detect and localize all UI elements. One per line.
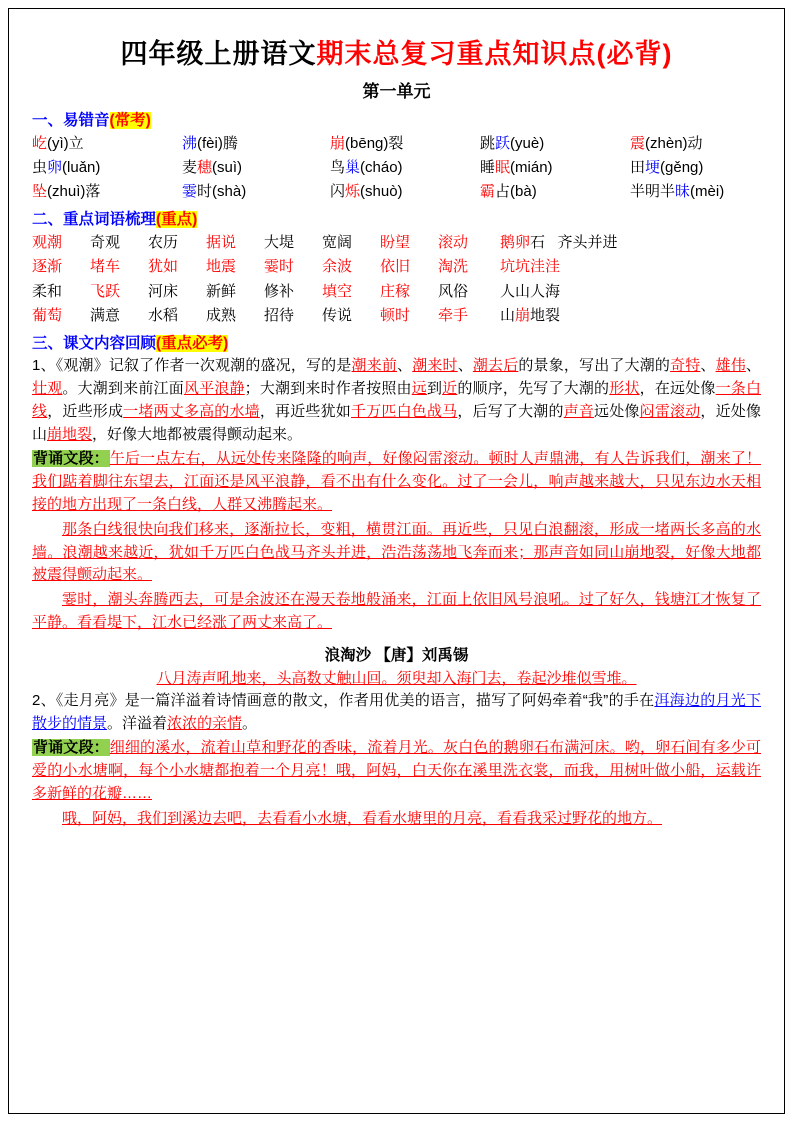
word-item: 奇观 (90, 234, 121, 251)
recite-2-p2: 哦，阿妈，我们到溪边去吧，去看看小水塘，看看水塘里的月亮，看看我采过野花的地方。 (62, 809, 663, 827)
word-item: 满意 (90, 306, 121, 324)
word-item: 逐渐 (32, 258, 63, 276)
item-2-number: 2、 (32, 691, 56, 709)
poem-line: 八月涛声吼地来，头高数丈触山回。须臾却入海门去，卷起沙堆似雪堆。 (156, 669, 637, 687)
recite-block-1 (32, 448, 761, 516)
recite-1-p3: 霎时，潮头奔腾西去，可是余波还在漫天卷地般涌来，江面上依旧风号浪吼。过了好久，钱塘江才恢复了平静。看看堤下，江水已经涨了两丈来高了。 (32, 591, 761, 631)
recite-label-2: 背诵文段： (33, 739, 109, 757)
section-heading-1 (32, 108, 761, 130)
word-item: 宽阔 (322, 234, 353, 251)
word-item: 淘洗 (438, 258, 469, 276)
pinyin-item: 麦穗(suì) (182, 159, 243, 176)
pinyin-row (32, 180, 761, 204)
section-1-label: 一、易错音 (32, 112, 110, 129)
item-1-paragraph: 1、《观潮》记叙了作者一次观潮的盛况，写的是潮来前、潮来时、潮去后的景象，写出了大潮的奇特、雄伟、壮观。大潮到来前江面风平浪静；大潮到来时作者按照由远到近的顺序，先写了大潮的形状，在远处像一条白线，近些形成一堵两丈多高的水墙，再近些犹如千万匹白色战马，后写了大潮的声音远处像闷雷滚动，近处像山崩地裂，好像大地都被震得颤动起来。 (32, 357, 761, 443)
pinyin-item: 闪烁(shuò) (330, 183, 403, 200)
word-item: 大堤 (264, 234, 295, 251)
word-item: 招待 (264, 306, 295, 324)
recite-2-p1: 细细的溪水，流着山草和野花的香味，流着月光。灰白色的鹅卵石布满河床。哟，卵石间有多少可爱的小水塘啊，每个小水塘都抱着一个月亮！哦，阿妈，白天你在溪里洗衣裳，而我，用树叶做小船，运载许多新鲜的花瓣…… (32, 739, 761, 802)
word-item: 滚动 (438, 234, 469, 251)
word-item: 犹如 (148, 258, 179, 276)
unit-subtitle: 第一单元 (362, 82, 431, 101)
section-2-label: 二、重点词语梳理 (32, 211, 157, 228)
pinyin-item: 跳跃(yuè) (480, 135, 545, 152)
word-item: 农历 (148, 234, 179, 251)
page-title-black: 四年级上册语文 (120, 39, 317, 69)
word-item: 盼望 (380, 234, 411, 251)
item-1-number: 1、 (32, 357, 56, 375)
recite-2-p2-wrap (32, 808, 761, 831)
word-item: 地震 (206, 258, 237, 276)
pinyin-item: 霎时(shà) (182, 183, 247, 200)
word-item: 成熟 (206, 306, 237, 324)
section-1-tag: (常考) (109, 112, 151, 129)
item-2-paragraph: 2、《走月亮》是一篇洋溢着诗情画意的散文，作者用优美的语言，描写了阿妈牵着“我”的手在洱海边的月光下散步的情景。洋溢着浓浓的亲情。 (32, 691, 762, 732)
pinyin-item: 虫卵(luǎn) (32, 159, 101, 176)
poem-title: 浪淘沙 【唐】刘禹锡 (324, 646, 469, 664)
recite-block-2 (32, 737, 761, 805)
pinyin-item: 沸(fèi)腾 (182, 135, 238, 152)
pinyin-item: 屹(yì)立 (32, 135, 84, 152)
section-heading-3 (32, 331, 761, 353)
pinyin-item: 霸占(bà) (480, 183, 537, 200)
word-item: 庄稼 (380, 282, 411, 300)
pinyin-item: 震(zhèn)动 (630, 135, 703, 152)
recite-1-p2: 那条白线很快向我们移来，逐渐拉长，变粗，横贯江面。再近些，只见白浪翻滚，形成一堵两长多高的水墙。浪潮越来越近，犹如千万匹白色战马齐头并进，浩浩荡荡地飞奔而来；那声音如同山崩地裂，好像大地都被震得颤动起来。 (32, 520, 761, 584)
word-item: 依旧 (380, 258, 411, 276)
word-item: 传说 (322, 306, 353, 324)
word-item: 风俗 (438, 282, 469, 300)
word-item: 飞跃 (90, 282, 121, 300)
word-item: 河床 (148, 282, 179, 300)
pinyin-item: 田埂(gěng) (630, 159, 704, 176)
recite-1-p3-wrap (32, 589, 761, 635)
page-title (32, 32, 761, 71)
recite-1-p2-wrap (32, 519, 761, 587)
word-item: 柔和 (32, 282, 63, 300)
word-item: 堵车 (90, 258, 121, 276)
word-item: 牵手 (438, 306, 469, 324)
pinyin-item: 半明半昧(mèi) (630, 183, 725, 200)
section-2-tag: (重点) (156, 211, 198, 228)
word-row (32, 280, 761, 304)
word-item: 坑坑洼洼 (500, 258, 561, 276)
section-3-label: 三、课文内容回顾 (32, 335, 157, 353)
pinyin-row (32, 132, 761, 156)
pinyin-item: 鸟巢(cháo) (330, 159, 403, 176)
pinyin-item: 睡眠(mián) (480, 159, 553, 176)
word-item: 新鲜 (206, 282, 237, 300)
word-item: 鹅卵石 齐头并进 (500, 234, 618, 251)
word-item: 霎时 (264, 258, 295, 276)
recite-1-p1: 午后一点左右，从远处传来隆隆的响声，好像闷雷滚动。顿时人声鼎沸，有人告诉我们，潮来了！我们踮着脚往东望去，江面还是风平浪静，看不出有什么变化。过了一会儿，响声越来越大，只见东边水天相接的地方出现了一条白线，人群又沸腾起来。 (32, 450, 761, 513)
page-content (18, 14, 775, 831)
word-item: 水稻 (148, 306, 179, 324)
word-item: 葡萄 (32, 306, 63, 324)
pinyin-item: 坠(zhuì)落 (32, 183, 101, 200)
word-item: 观潮 (32, 234, 63, 251)
word-row (32, 255, 761, 279)
pinyin-item: 崩(bēng)裂 (330, 135, 404, 152)
section-3-tag: (重点必考) (156, 335, 229, 353)
word-item: 据说 (206, 234, 237, 251)
word-item: 填空 (322, 282, 353, 300)
word-item: 修补 (264, 282, 295, 300)
word-item: 顿时 (380, 306, 411, 324)
word-row (32, 231, 761, 255)
word-item: 人山人海 (500, 282, 561, 300)
page-title-red: 期末总复习重点知识点(必背) (316, 39, 673, 69)
word-item: 余波 (322, 258, 353, 276)
word-row (32, 304, 761, 328)
word-item: 山崩地裂 (500, 306, 561, 324)
pinyin-row (32, 156, 761, 180)
section-heading-2 (32, 207, 761, 229)
recite-label-1: 背诵文段： (33, 450, 109, 468)
